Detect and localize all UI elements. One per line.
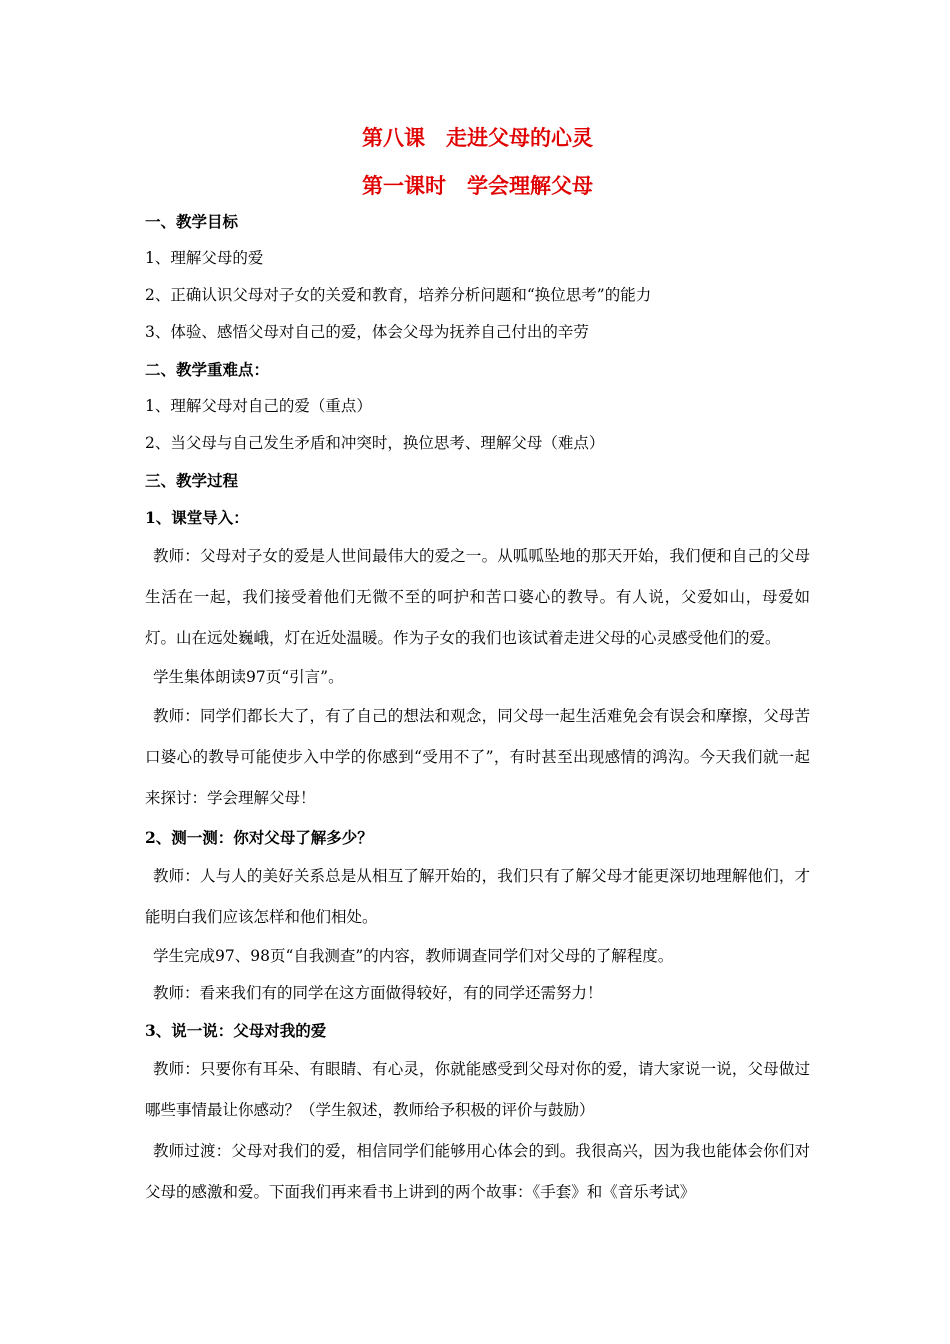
objective-item: 3、体验、感悟父母对自己的爱，体会父母为抚养自己付出的辛劳 xyxy=(145,323,589,341)
subsection-heading-intro: 1、课堂导入： xyxy=(145,508,249,527)
paragraph: 教师：父母对子女的爱是人世间最伟大的爱之一。从呱呱坠地的那天开始，我们便和自己的父母生活在一起，我们接受着他们无微不至的呵护和苦口婆心的教导。有人说，父爱如山，母爱如灯。山在远处巍峨，灯在近处温暖。作为子女的我们也该试着走进父母的心灵感受他们的爱。 xyxy=(145,547,810,647)
subsection-heading-discussion: 3、说一说：父母对我的爱 xyxy=(145,1021,327,1040)
lesson-title: 第八课 走进父母的心灵 xyxy=(362,125,593,150)
section-heading-process: 三、教学过程 xyxy=(145,471,239,490)
key-point-item: 2、当父母与自己发生矛盾和冲突时，换位思考、理解父母（难点） xyxy=(145,434,605,452)
paragraph: 教师：人与人的美好关系总是从相互了解开始的，我们只有了解父母才能更深切地理解他们，才能明白我们应该怎样和他们相处。 xyxy=(145,867,810,926)
objective-item: 1、理解父母的爱 xyxy=(145,249,264,267)
key-point-item: 1、理解父母对自己的爱（重点） xyxy=(145,397,372,415)
paragraph: 教师：只要你有耳朵、有眼睛、有心灵，你就能感受到父母对你的爱，请大家说一说，父母做过哪些事情最让你感动？（学生叙述，教师给予积极的评价与鼓励） xyxy=(145,1060,810,1119)
section-heading-key-points: 二、教学重难点： xyxy=(145,360,270,379)
paragraph: 教师过渡：父母对我们的爱，相信同学们能够用心体会的到。我很高兴，因为我也能体会你们对父母的感激和爱。下面我们再来看书上讲到的两个故事：《手套》和《音乐考试》 xyxy=(145,1142,810,1201)
document-body xyxy=(145,118,810,1213)
section-heading-objectives: 一、教学目标 xyxy=(145,212,239,231)
paragraph: 学生集体朗读97页“引言”。 xyxy=(153,668,344,686)
paragraph: 学生完成97、98页“自我测查”的内容，教师调查同学们对父母的了解程度。 xyxy=(153,947,674,965)
paragraph: 教师：看来我们有的同学在这方面做得较好，有的同学还需努力！ xyxy=(153,984,603,1002)
lesson-subtitle: 第一课时 学会理解父母 xyxy=(362,173,593,198)
subsection-heading-quiz: 2、测一测：你对父母了解多少？ xyxy=(145,828,373,847)
paragraph: 教师：同学们都长大了，有了自己的想法和观念，同父母一起生活难免会有误会和摩擦，父母苦口婆心的教导可能使步入中学的你感到“受用不了”，有时甚至出现感情的鸿沟。今天我们就一起来探讨：学会理解父母！ xyxy=(145,707,810,807)
objective-item: 2、正确认识父母对子女的关爱和教育，培养分析问题和“换位思考”的能力 xyxy=(145,286,652,304)
